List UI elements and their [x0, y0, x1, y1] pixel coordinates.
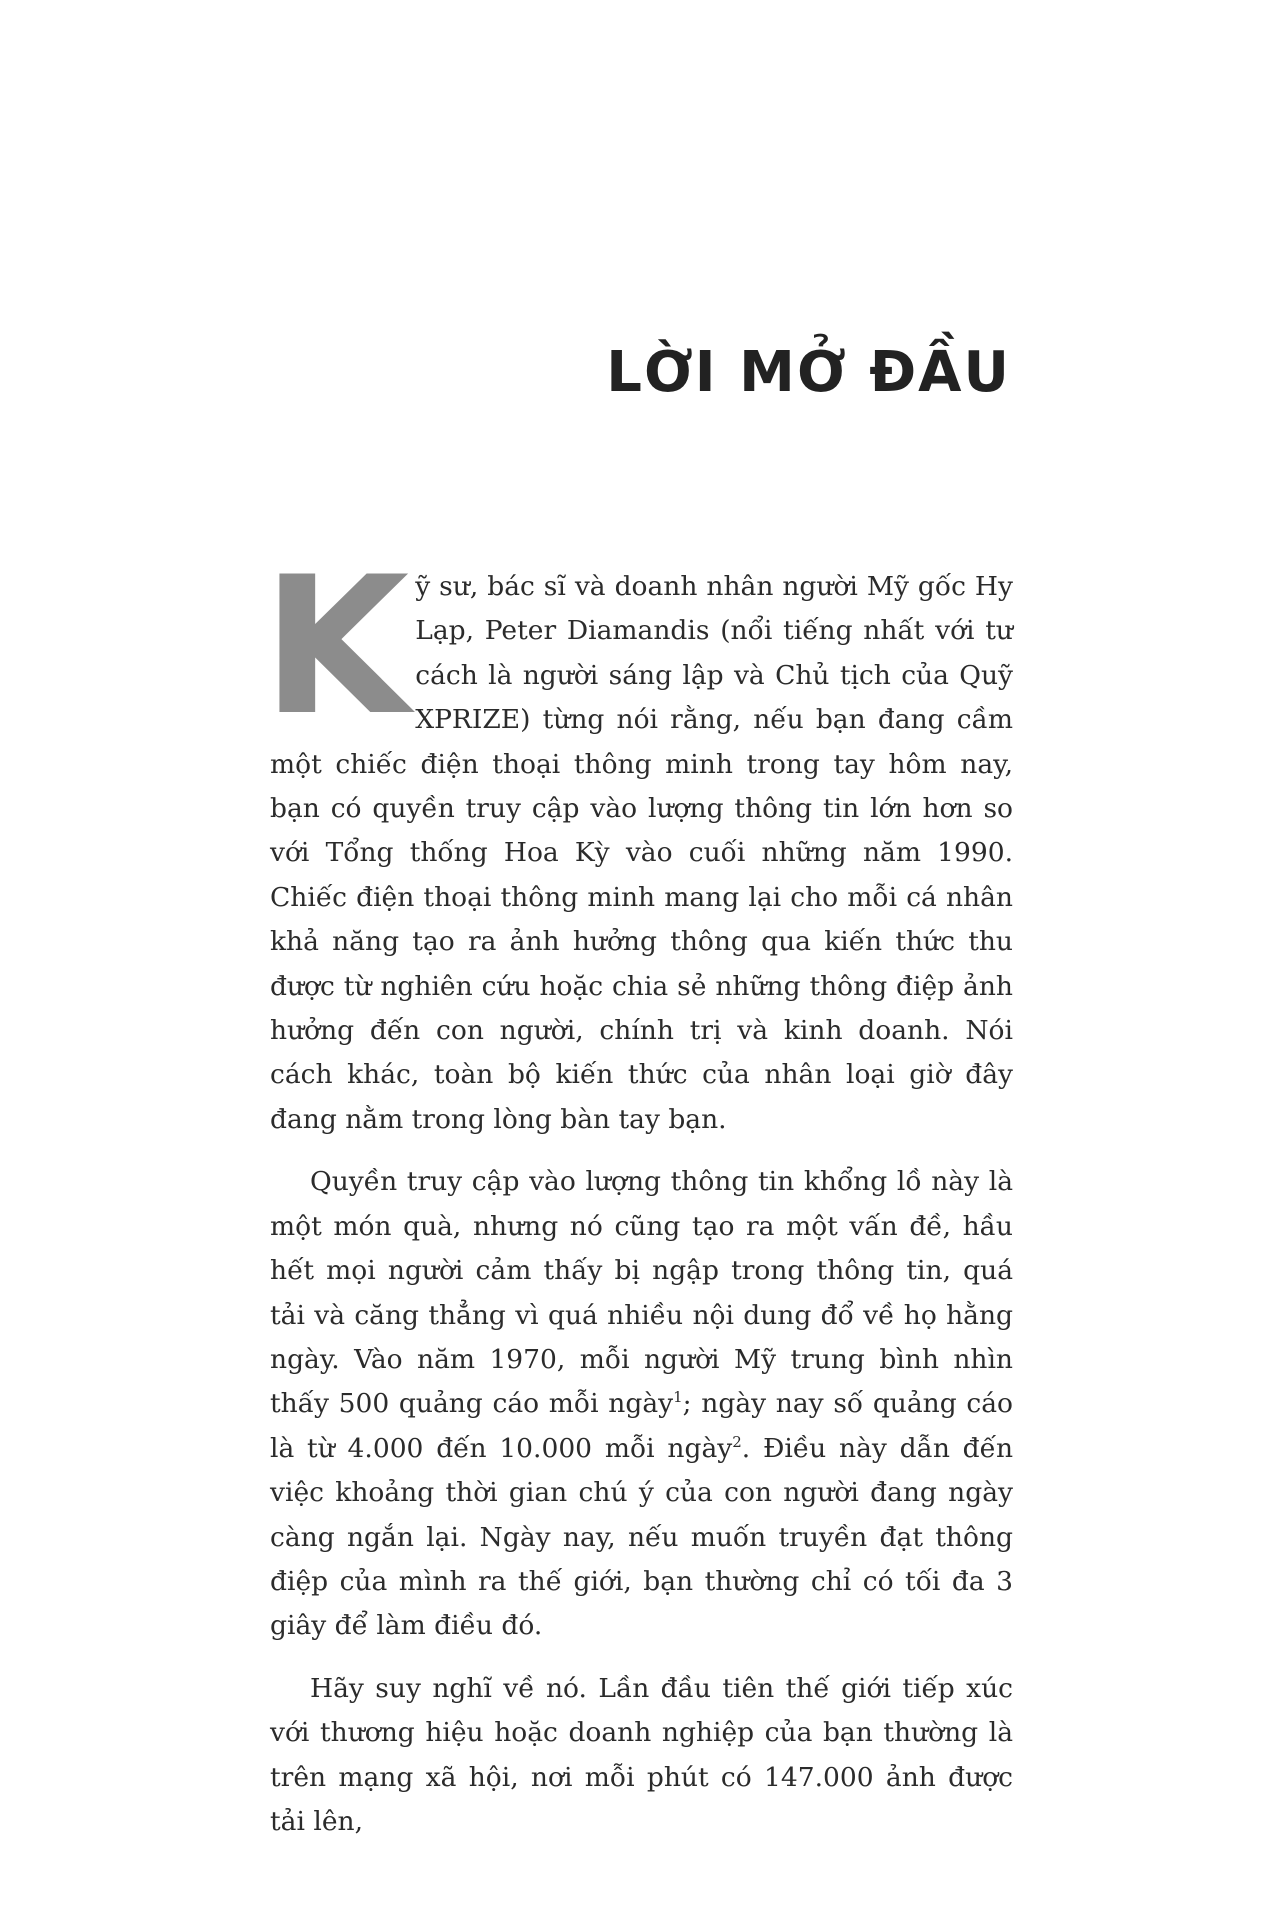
footnote-marker-1: 1 [673, 1388, 683, 1407]
paragraph-2-text-part-3: . Điều này dẫn đến việc khoảng thời gian chú ý của con người đang ngày càng ngắn lại. Ngày nay, nếu muốn truyền đạt thông điệp của mình ra thế giới, bạn thường chỉ có tối đa 3 giây để làm điều đó. [270, 1432, 1014, 1642]
paragraph-2 [270, 1160, 1013, 1648]
paragraph-3 [270, 1667, 1013, 1845]
paragraph-2-text-part-2: ; ngày nay số quảng cáo là từ 4.000 đến 10.000 mỗi ngày [270, 1388, 1014, 1464]
paragraph-1 [262, 536, 1013, 1142]
paragraph-1-text: ỹ sư, bác sĩ và doanh nhân người Mỹ gốc Hy Lạp, Peter Diamandis (nổi tiếng nhất với tư cách là người sáng lập và Chủ tịch của Quỹ XPRIZE) từng nói rằng, nếu bạn đang cầm một chiếc điện thoại thông minh trong tay hôm nay, bạn có quyền truy cập vào lượng thông tin lớn hơn so với Tổng thống Hoa Kỳ vào cuối những năm 1990. Chiếc điện thoại thông minh mang lại cho mỗi cá nhân khả năng tạo ra ảnh hưởng thông qua kiến thức thu được từ nghiên cứu hoặc chia sẻ những thông điệp ảnh hưởng đến con người, chính trị và kinh doanh. Nói cách khác, toàn bộ kiến thức của nhân loại giờ đây đang nằm trong lòng bàn tay bạn. [270, 571, 1013, 1135]
footnote-marker-2: 2 [732, 1432, 742, 1451]
paragraph-3-text: Hãy suy nghĩ về nó. Lần đầu tiên thế giới tiếp xúc với thương hiệu hoặc doanh nghiệp của bạn thường là trên mạng xã hội, nơi mỗi phút có 147.000 ảnh được tải lên, [270, 1672, 1013, 1837]
drop-cap: K [262, 536, 410, 757]
chapter-title: LỜI MỞ ĐẦU [606, 340, 1011, 405]
body-text [262, 536, 1014, 1862]
paragraph-2-text-part-1: Quyền truy cập vào lượng thông tin khổng lồ này là một món quà, nhưng nó cũng tạo ra một vấn đề, hầu hết mọi người cảm thấy bị ngập trong thông tin, quá tải và căng thẳng vì quá nhiều nội dung đổ về họ hằng ngày. Vào năm 1970, mỗi người Mỹ trung bình nhìn thấy 500 quảng cáo mỗi ngày [270, 1166, 1013, 1420]
